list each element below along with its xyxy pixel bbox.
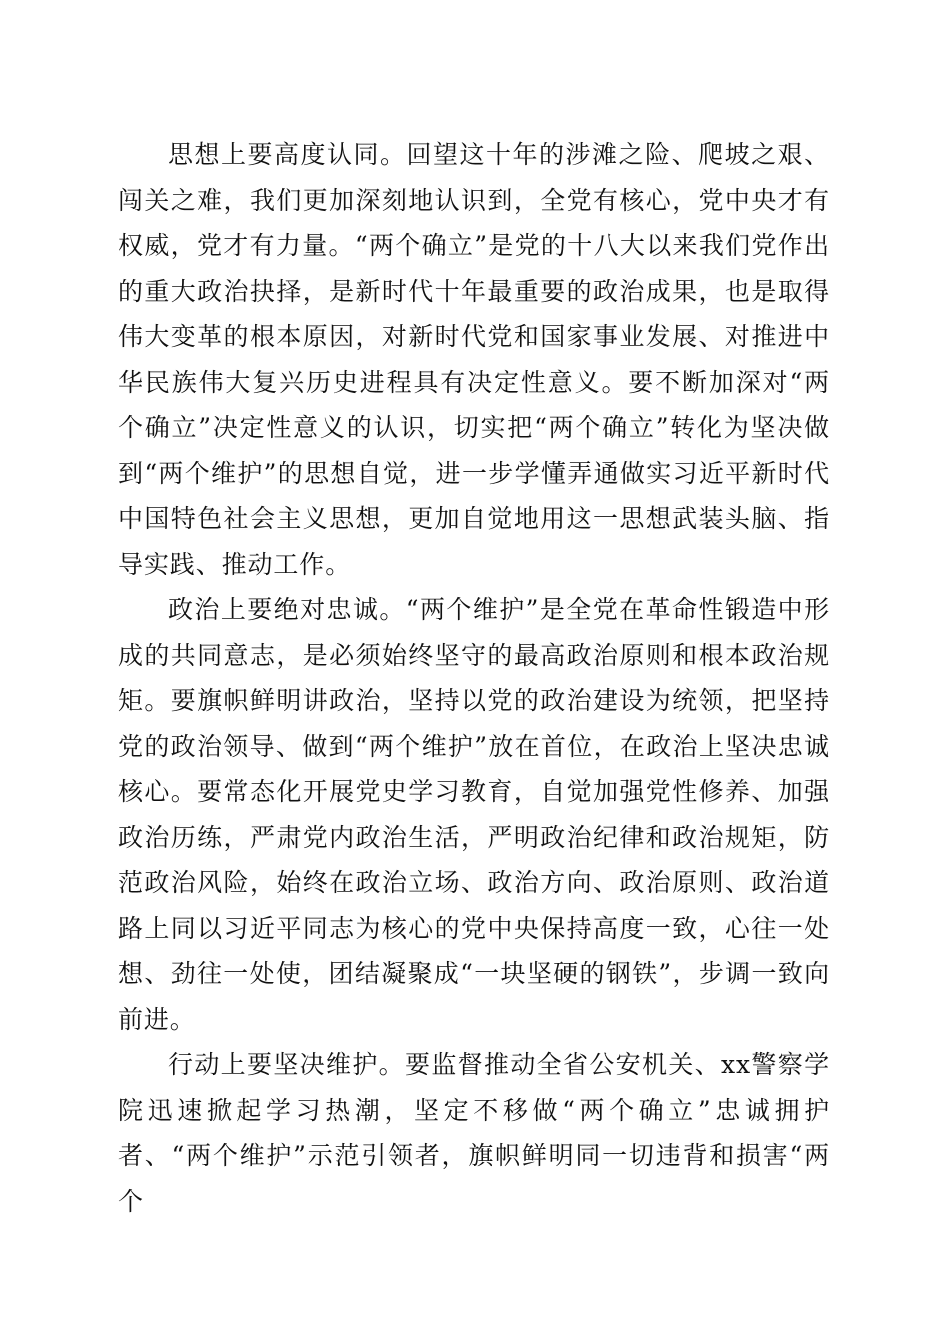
paragraph-political-loyalty: 政治上要绝对忠诚。“两个维护”是全党在革命性锻造中形成的共同意志，是必须始终坚守的最高政治原则和根本政治规矩。要旗帜鲜明讲政治，坚持以党的政治建设为统领，把坚持党的政治领导、做到“两个维护”放在首位，在政治上坚决忠诚核心。要常态化开展党史学习教育，自觉加强党性修养、加强政治历练，严肃党内政治生活，严明政治纪律和政治规矩，防范政治风险，始终在政治立场、政治方向、政治原则、政治道路上同以习近平同志为核心的党中央保持高度一致，心往一处想、劲往一处使，团结凝聚成“一块坚硬的钢铁”，步调一致向前进。 — [118, 595, 830, 1034]
paragraph-resolute-action: 行动上要坚决维护。要监督推动全省公安机关、xx警察学院迅速掀起学习热潮，坚定不移做“两个确立”忠诚拥护者、“两个维护”示范引领者，旗帜鲜明同一切违背和损害“两个 — [118, 1050, 830, 1216]
paragraph-ideological-identification: 思想上要高度认同。回望这十年的涉滩之险、爬坡之艰、闯关之难，我们更加深刻地认识到，全党有核心，党中央才有权威，党才有力量。“两个确立”是党的十八大以来我们党作出的重大政治抉择，是新时代十年最重要的政治成果，也是取得伟大变革的根本原因，对新时代党和国家事业发展、对推进中华民族伟大复兴历史进程具有决定性意义。要不断加深对“两个确立”决定性意义的认识，切实把“两个确立”转化为坚决做到“两个维护”的思想自觉，进一步学懂弄通做实习近平新时代中国特色社会主义思想，更加自觉地用这一思想武装头脑、指导实践、推动工作。 — [118, 140, 830, 579]
document-body — [118, 132, 830, 1224]
